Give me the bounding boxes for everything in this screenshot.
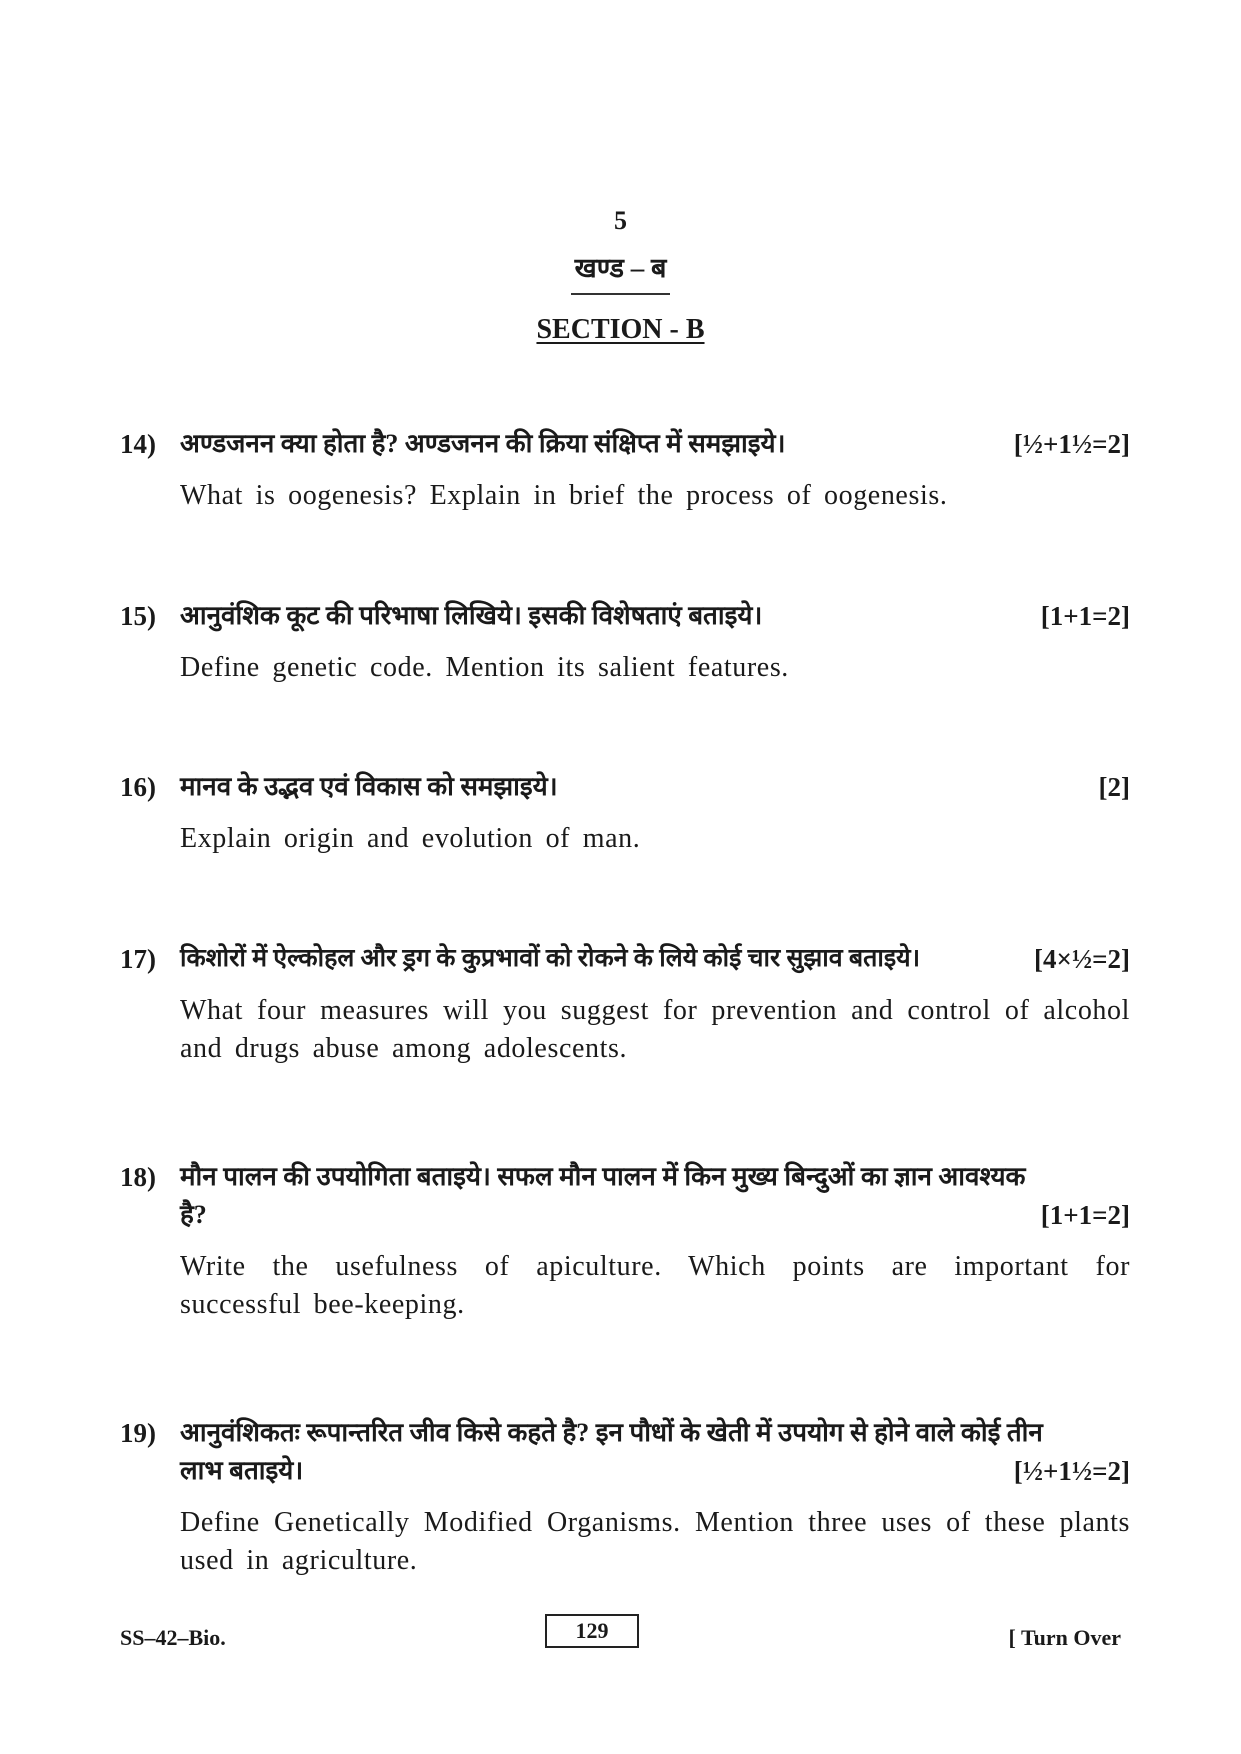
question-text-hindi: किशोरों में ऐल्कोहल और ड्रग के कुप्रभावों को रोकने के लिये कोई चार सुझाव बताइये। xyxy=(180,945,921,972)
question-text-english: Define genetic code. Mention its salient features. xyxy=(180,652,789,683)
question-marks: [1+1=2] xyxy=(1040,601,1130,631)
question-text-hindi: आनुवंशिक कूट की परिभाषा लिखिये। इसकी विशेषताएं बताइये। xyxy=(180,601,763,630)
question-14 xyxy=(120,425,1130,515)
turn-over-note: [ Turn Over xyxy=(1008,1625,1121,1650)
paper-code: SS–42–Bio. xyxy=(120,1625,226,1650)
question-text-hindi-continued: लाभ बताइये। xyxy=(180,1456,304,1485)
page-box-number: 129 xyxy=(545,1614,639,1648)
question-number: 16) xyxy=(120,772,156,802)
question-18 xyxy=(120,1158,1130,1324)
question-text-hindi-continued: है? xyxy=(180,1200,207,1229)
question-text-english: What four measures will you suggest for prevention and control of alcohol and drugs abuse among adolescents. xyxy=(180,995,1130,1064)
question-16 xyxy=(120,768,1130,858)
question-number: 18) xyxy=(120,1162,156,1192)
question-19 xyxy=(120,1414,1130,1580)
question-marks: [4×½=2] xyxy=(1033,944,1130,974)
question-text-hindi: अण्डजनन क्या होता है? अण्डजनन की क्रिया संक्षिप्त में समझाइये। xyxy=(180,429,786,458)
question-number: 15) xyxy=(120,601,156,631)
question-marks: [½+1½=2] xyxy=(1013,1456,1130,1486)
section-title-hindi: खण्ड – ब xyxy=(0,248,1241,295)
question-number: 17) xyxy=(120,944,156,974)
question-text-english: Write the usefulness of apiculture. Which points are important for successful bee-keeping. xyxy=(180,1251,1130,1320)
question-text-hindi: मानव के उद्भव एवं विकास को समझाइये। xyxy=(180,772,558,801)
section-title-english: SECTION - B xyxy=(536,314,705,345)
question-17 xyxy=(120,940,1130,1068)
question-text-hindi: आनुवंशिकतः रूपान्तरित जीव किसे कहते है? इन पौधों के खेती में उपयोग से होने वाले कोई तीन xyxy=(180,1418,1043,1447)
question-marks: [1+1=2] xyxy=(1040,1200,1130,1230)
question-marks: [2] xyxy=(1098,772,1130,802)
page-number: 5 xyxy=(614,206,627,235)
question-15 xyxy=(120,597,1130,687)
question-marks: [½+1½=2] xyxy=(1013,429,1130,459)
question-number: 14) xyxy=(120,429,156,459)
question-text-english: Explain origin and evolution of man. xyxy=(180,823,641,854)
question-text-english: What is oogenesis? Explain in brief the process of oogenesis. xyxy=(180,480,948,511)
question-number: 19) xyxy=(120,1418,156,1448)
question-text-english: Define Genetically Modified Organisms. Mention three uses of these plants used in agriculture. xyxy=(180,1507,1130,1576)
question-text-hindi: मौन पालन की उपयोगिता बताइये। सफल मौन पालन में किन मुख्य बिन्दुओं का ज्ञान आवश्यक xyxy=(180,1162,1026,1191)
